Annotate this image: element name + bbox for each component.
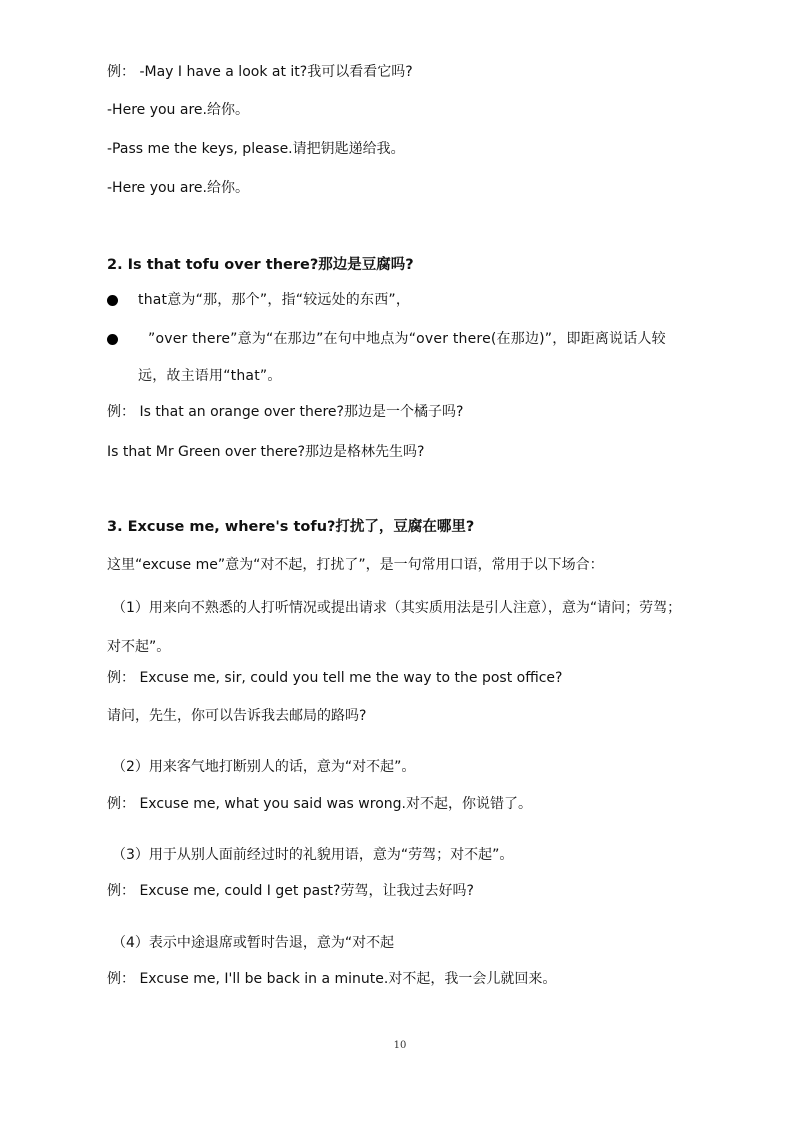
- bullet-1-text: that意为“那，那个”，指“较远处的东西”，: [138, 292, 411, 308]
- bullet-item-1: [107, 290, 410, 310]
- section-2-example-2: Is that Mr Green over there?那边是格林先生吗?: [107, 444, 425, 460]
- usage-item-3-example: 例： Excuse me, could I get past?劳驾，让我过去好吗?: [107, 883, 474, 899]
- example-line-1: 例： -May I have a look at it?我可以看看它吗?: [107, 64, 413, 80]
- example-line-4: -Here you are.给你。: [107, 180, 249, 196]
- usage-item-1-translation: 请问，先生，你可以告诉我去邮局的路吗?: [107, 708, 367, 724]
- usage-item-2-example: 例： Excuse me, what you said was wrong.对不起，你说错了。: [107, 796, 532, 812]
- section-3-intro: 这里“excuse me”意为“对不起，打扰了”，是一句常用口语，常用于以下场合：: [107, 557, 604, 573]
- bullet-icon: [107, 295, 118, 306]
- usage-item-1-continuation: 对不起”。: [107, 639, 171, 655]
- usage-item-2: （2）用来客气地打断别人的话，意为“对不起”。: [112, 759, 416, 775]
- example-line-3: -Pass me the keys, please.请把钥匙递给我。: [107, 141, 405, 157]
- example-line-2: -Here you are.给你。: [107, 102, 249, 118]
- bullet-item-2: [107, 329, 666, 349]
- section-2-heading: 2. Is that tofu over there?那边是豆腐吗?: [107, 257, 414, 273]
- bullet-2-continuation: 远，故主语用“that”。: [138, 368, 282, 384]
- bullet-icon: [107, 334, 118, 345]
- usage-item-1: （1）用来向不熟悉的人打听情况或提出请求（其实质用法是引人注意），意为“请问；劳驾；: [112, 600, 682, 616]
- section-3-heading: 3. Excuse me, where's tofu?打扰了，豆腐在哪里?: [107, 519, 475, 535]
- usage-item-4-example: 例： Excuse me, I'll be back in a minute.对不起，我一会儿就回来。: [107, 971, 557, 987]
- page-number: 10: [393, 1040, 407, 1051]
- bullet-2-text: ”over there”意为“在那边”在句中地点为“over there(在那边)”，即距离说话人较: [148, 331, 666, 347]
- usage-item-1-example: 例： Excuse me, sir, could you tell me the way to the post office?: [107, 670, 563, 686]
- section-2-example-1: 例： Is that an orange over there?那边是一个橘子吗?: [107, 404, 464, 420]
- usage-item-3: （3）用于从别人面前经过时的礼貌用语，意为“劳驾；对不起”。: [112, 847, 514, 863]
- usage-item-4: （4）表示中途退席或暂时告退，意为“对不起: [112, 935, 395, 951]
